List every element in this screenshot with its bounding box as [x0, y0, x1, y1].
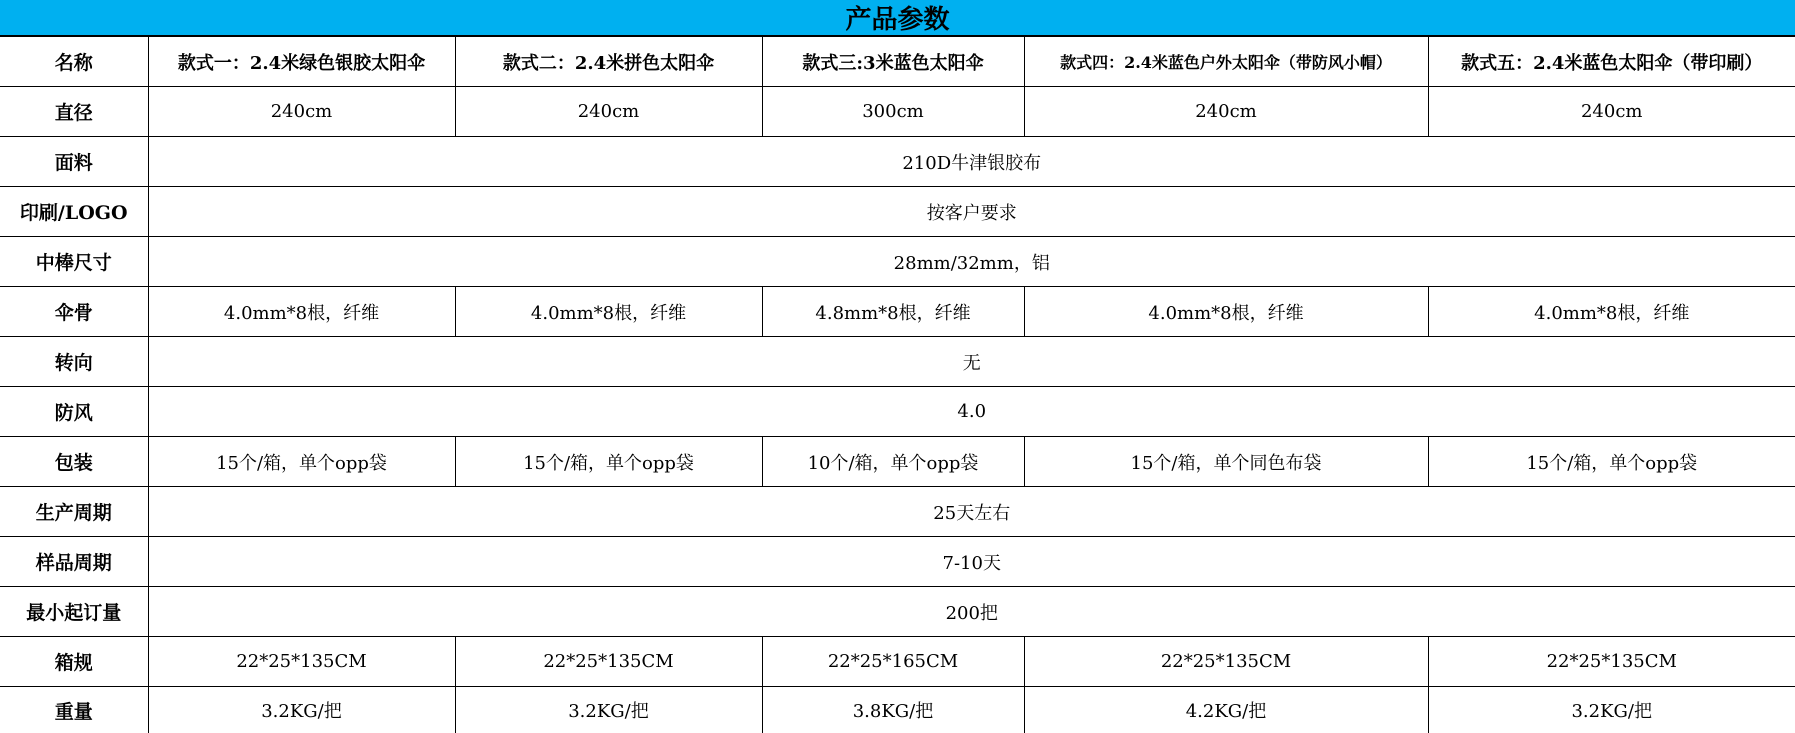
- table-cell-merged: 按客户要求: [148, 187, 1795, 237]
- style-header-5: 款式五：2.4米蓝色太阳伞（带印刷）: [1428, 37, 1795, 87]
- table-row: [0, 637, 1795, 687]
- table-cell: 240cm: [455, 87, 762, 137]
- table-row: [0, 87, 1795, 137]
- table-cell: 240cm: [1024, 87, 1428, 137]
- row-label-fabric: 面料: [0, 137, 148, 187]
- table-cell-merged: 25天左右: [148, 487, 1795, 537]
- table-cell: 4.2KG/把: [1024, 687, 1428, 733]
- table-cell: 240cm: [1428, 87, 1795, 137]
- table-cell: 3.8KG/把: [762, 687, 1024, 733]
- row-label-sample: 样品周期: [0, 537, 148, 587]
- product-params-table: [0, 36, 1795, 733]
- table-cell: 300cm: [762, 87, 1024, 137]
- table-row: [0, 487, 1795, 537]
- table-cell: 22*25*135CM: [148, 637, 455, 687]
- table-cell: 4.0mm*8根，纤维: [455, 287, 762, 337]
- row-label-name: 名称: [0, 37, 148, 87]
- table-cell: 22*25*135CM: [1024, 637, 1428, 687]
- table-cell: 4.0mm*8根，纤维: [1024, 287, 1428, 337]
- row-label-carton: 箱规: [0, 637, 148, 687]
- table-cell: 22*25*135CM: [1428, 637, 1795, 687]
- row-label-diameter: 直径: [0, 87, 148, 137]
- row-label-turning: 转向: [0, 337, 148, 387]
- style-header-4: 款式四：2.4米蓝色户外太阳伞（带防风小帽）: [1024, 37, 1428, 87]
- table-cell: 22*25*165CM: [762, 637, 1024, 687]
- table-row: [0, 187, 1795, 237]
- table-cell-merged: 7-10天: [148, 537, 1795, 587]
- table-cell-merged: 200把: [148, 587, 1795, 637]
- row-label-production: 生产周期: [0, 487, 148, 537]
- table-cell: 3.2KG/把: [1428, 687, 1795, 733]
- table-row: [0, 687, 1795, 733]
- row-label-moq: 最小起订量: [0, 587, 148, 637]
- table-row: [0, 237, 1795, 287]
- row-label-windproof: 防风: [0, 387, 148, 437]
- table-cell: 240cm: [148, 87, 455, 137]
- table-cell: 10个/箱，单个opp袋: [762, 437, 1024, 487]
- table-row: [0, 437, 1795, 487]
- row-label-pole: 中棒尺寸: [0, 237, 148, 287]
- table-cell-merged: 无: [148, 337, 1795, 387]
- table-cell-merged: 210D牛津银胶布: [148, 137, 1795, 187]
- table-cell: 3.2KG/把: [148, 687, 455, 733]
- style-header-1: 款式一：2.4米绿色银胶太阳伞: [148, 37, 455, 87]
- table-cell: 15个/箱，单个opp袋: [148, 437, 455, 487]
- table-cell-merged: 28mm/32mm，铝: [148, 237, 1795, 287]
- table-cell: 15个/箱，单个opp袋: [455, 437, 762, 487]
- table-row: [0, 337, 1795, 387]
- table-row: [0, 137, 1795, 187]
- table-row: [0, 287, 1795, 337]
- row-label-weight: 重量: [0, 687, 148, 733]
- table-cell-merged: 4.0: [148, 387, 1795, 437]
- row-label-ribs: 伞骨: [0, 287, 148, 337]
- table-cell: 4.0mm*8根，纤维: [1428, 287, 1795, 337]
- row-label-packing: 包装: [0, 437, 148, 487]
- sheet-title: 产品参数: [0, 0, 1795, 36]
- table-cell: 22*25*135CM: [455, 637, 762, 687]
- style-header-3: 款式三:3米蓝色太阳伞: [762, 37, 1024, 87]
- table-row: [0, 37, 1795, 87]
- table-row: [0, 387, 1795, 437]
- table-cell: 4.0mm*8根，纤维: [148, 287, 455, 337]
- table-cell: 15个/箱，单个opp袋: [1428, 437, 1795, 487]
- table-row: [0, 537, 1795, 587]
- row-label-printing: 印刷/LOGO: [0, 187, 148, 237]
- table-cell: 15个/箱，单个同色布袋: [1024, 437, 1428, 487]
- style-header-2: 款式二：2.4米拼色太阳伞: [455, 37, 762, 87]
- table-cell: 3.2KG/把: [455, 687, 762, 733]
- table-row: [0, 587, 1795, 637]
- table-cell: 4.8mm*8根，纤维: [762, 287, 1024, 337]
